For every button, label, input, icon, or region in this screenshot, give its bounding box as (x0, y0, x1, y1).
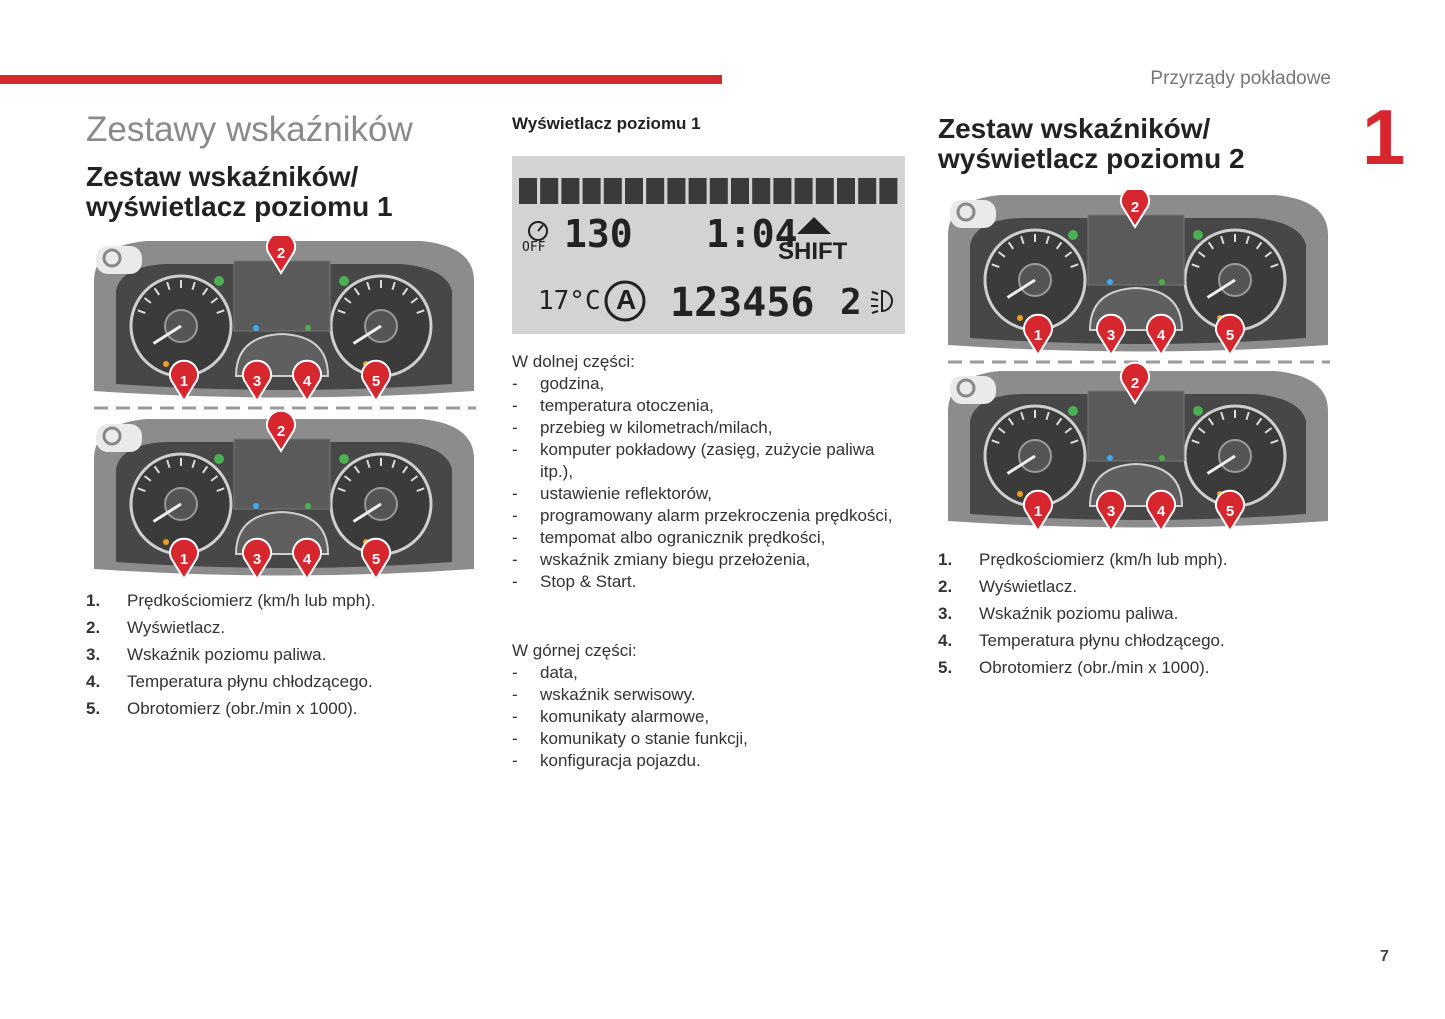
list-item: - tempomat albo ogranicznik prędkości, (512, 528, 826, 547)
lower-part-list (512, 373, 904, 593)
chapter-number: 1 (1362, 93, 1406, 181)
list-item: - ustawienie reflektorów, (512, 484, 712, 503)
list-item: 3. Wskaźnik poziomu paliwa. (86, 645, 327, 664)
list-item: - data, (512, 663, 578, 682)
warning-lamp (339, 276, 349, 286)
list-item: 2. Wyświetlacz. (86, 618, 226, 637)
warning-lamp (305, 503, 311, 509)
svg-text:4: 4 (302, 551, 312, 568)
svg-text:4: 4 (1156, 327, 1166, 344)
header-accent-bar (0, 75, 722, 84)
section-title: Przyrządy pokładowe (1150, 68, 1331, 89)
lcd-matrix-cell (540, 178, 558, 204)
cluster-illustration-level2 (940, 190, 1335, 535)
warning-lamp (163, 539, 169, 545)
svg-text:1: 1 (179, 551, 189, 568)
lcd-matrix-cell (795, 178, 813, 204)
lcd-matrix-cell (561, 178, 579, 204)
svg-text:2: 2 (276, 245, 286, 262)
list-item: 4. Temperatura płynu chłodzącego. (938, 631, 1225, 650)
lcd-time: 1:04 (706, 212, 798, 256)
lcd-matrix-cell (773, 178, 791, 204)
upper-part-list (512, 662, 904, 772)
list-item: - wskaźnik zmiany biegu przełożenia, (512, 550, 811, 569)
warning-lamp (1017, 315, 1023, 321)
page-number: 7 (1380, 948, 1389, 965)
page-title: Zestawy wskaźników (86, 110, 413, 149)
svg-text:5: 5 (371, 551, 381, 568)
headlamp-icon (871, 291, 892, 313)
warning-lamp (1068, 230, 1078, 240)
lcd-speed: 130 (564, 212, 633, 256)
lcd-matrix-cell (583, 178, 601, 204)
svg-text:4: 4 (302, 373, 312, 390)
list-item: - Stop & Start. (512, 572, 637, 591)
warning-lamp (214, 454, 224, 464)
lcd-matrix-cell (689, 178, 707, 204)
warning-lamp (1159, 279, 1165, 285)
list-item: 2. Wyświetlacz. (938, 577, 1078, 596)
right-legend-list (938, 550, 1227, 685)
lcd-matrix-cell (837, 178, 855, 204)
cluster-level2-variant-b (948, 363, 1328, 531)
warning-lamp (339, 454, 349, 464)
list-item: 3. Wskaźnik poziomu paliwa. (938, 604, 1179, 623)
list-item: 1. Prędkościomierz (km/h lub mph). (86, 591, 376, 610)
lcd-matrix-cell (858, 178, 876, 204)
warning-lamp (1107, 455, 1113, 461)
list-item: 5. Obrotomierz (obr./min x 1000). (86, 699, 358, 718)
svg-text:2: 2 (1130, 375, 1140, 392)
warning-lamp (1017, 491, 1023, 497)
lcd-matrix-cell (710, 178, 728, 204)
left-legend-list (86, 591, 375, 726)
cluster-level1-variant-b (94, 411, 474, 579)
list-item: - komunikaty alarmowe, (512, 707, 710, 726)
svg-text:2: 2 (1130, 199, 1140, 216)
lcd-matrix-cell (816, 178, 834, 204)
right-subtitle-line1: Zestaw wskaźników/ (938, 113, 1211, 144)
lcd-matrix-cell (519, 178, 537, 204)
warning-lamp (1193, 230, 1203, 240)
warning-lamp (1159, 455, 1165, 461)
lcd-temperature: 17°C (538, 286, 601, 316)
svg-text:1: 1 (1033, 327, 1043, 344)
svg-text:1: 1 (179, 373, 189, 390)
lcd-headlamp-level: 2 (840, 282, 862, 323)
lcd-matrix-cell (731, 178, 749, 204)
warning-lamp (1107, 279, 1113, 285)
shift-up-arrow-icon (797, 217, 831, 234)
lcd-mode: A (616, 284, 637, 315)
list-item: - konfiguracja pojazdu. (512, 751, 701, 770)
lcd-matrix-cell (625, 178, 643, 204)
left-subtitle-line1: Zestaw wskaźników/ (86, 161, 359, 192)
warning-lamp (214, 276, 224, 286)
lcd-matrix-cell (879, 178, 897, 204)
svg-text:5: 5 (371, 373, 381, 390)
lcd-display (512, 156, 905, 334)
lcd-matrix-cell (646, 178, 664, 204)
svg-text:2: 2 (276, 423, 286, 440)
svg-text:3: 3 (252, 551, 262, 568)
lcd-matrix-cell (604, 178, 622, 204)
lcd-matrix-cell (667, 178, 685, 204)
right-subtitle-line2: wyświetlacz poziomu 2 (938, 143, 1245, 174)
lcd-off-label: OFF (522, 240, 546, 255)
list-item: - komunikaty o stanie funkcji, (512, 729, 748, 748)
list-item: - temperatura otoczenia, (512, 396, 714, 415)
warning-lamp (163, 361, 169, 367)
list-item: - wskaźnik serwisowy. (512, 685, 696, 704)
list-item: - przebieg w kilometrach/milach, (512, 418, 773, 437)
upper-part-intro: W górnej części: (512, 641, 637, 660)
cluster-illustration-level1 (86, 236, 481, 581)
list-item: 5. Obrotomierz (obr./min x 1000). (938, 658, 1210, 677)
right-subtitle (938, 114, 1245, 174)
list-item: 1. Prędkościomierz (km/h lub mph). (938, 550, 1228, 569)
lcd-matrix-cell (752, 178, 770, 204)
warning-lamp (1193, 406, 1203, 416)
list-item: - programowany alarm przekroczenia prędkości, (512, 506, 893, 525)
cluster-level2-variant-a (948, 190, 1328, 355)
list-item: 4. Temperatura płynu chłodzącego. (86, 672, 373, 691)
svg-text:3: 3 (1106, 327, 1116, 344)
warning-lamp (305, 325, 311, 331)
warning-lamp (1068, 406, 1078, 416)
warning-lamp (253, 503, 259, 509)
svg-text:1: 1 (1033, 503, 1043, 520)
svg-text:3: 3 (252, 373, 262, 390)
lower-part-intro: W dolnej części: (512, 352, 635, 371)
lcd-shift: SHIFT (778, 238, 848, 265)
cluster-level1-variant-a (94, 236, 474, 401)
warning-lamp (253, 325, 259, 331)
left-subtitle (86, 162, 393, 222)
list-item: - godzina, (512, 374, 605, 393)
svg-text:4: 4 (1156, 503, 1166, 520)
display-level1-label: Wyświetlacz poziomu 1 (512, 114, 701, 133)
svg-text:5: 5 (1225, 327, 1235, 344)
svg-text:5: 5 (1225, 503, 1235, 520)
list-item: - komputer pokładowy (zasięg, zużycie paliwa itp.), (512, 440, 875, 481)
lcd-odometer: 123456 (670, 280, 815, 326)
svg-text:3: 3 (1106, 503, 1116, 520)
left-subtitle-line2: wyświetlacz poziomu 1 (86, 191, 393, 222)
